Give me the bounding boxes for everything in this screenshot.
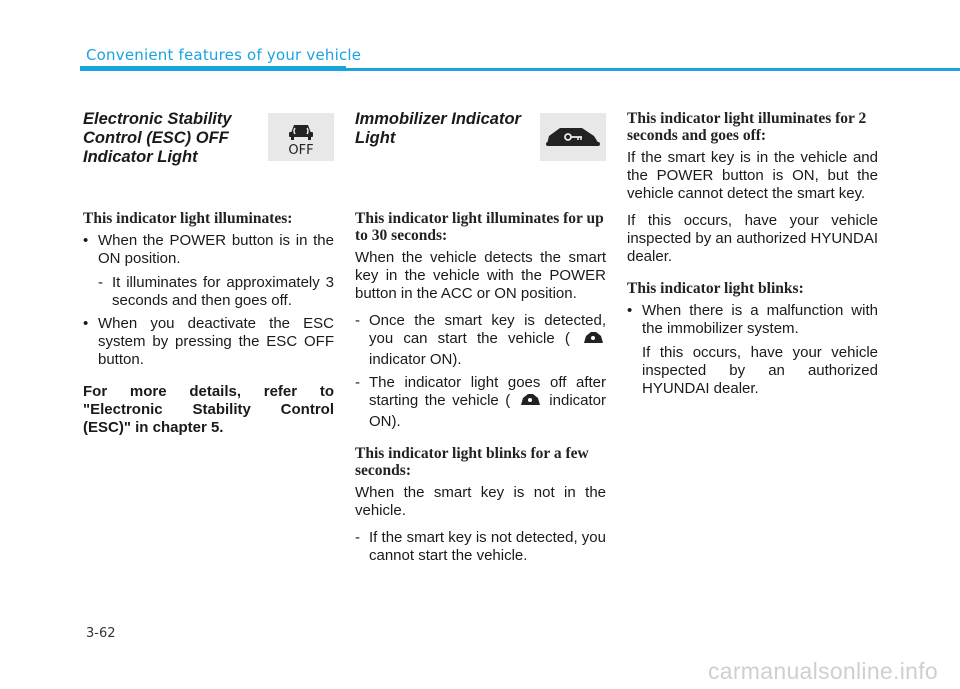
col3-para-inspect-2: If this occurs, have your vehicle inspected by an authorized HYUNDAI dealer.: [642, 344, 878, 397]
section-header-title: Convenient features of your vehicle: [86, 46, 362, 64]
col3-bullet-malfunction: • When there is a malfunction with the immobilizer system.: [627, 302, 878, 338]
immobilizer-dash-detected: - Once the smart key is detected, you can start the vehicle ( indicator ON).: [355, 312, 606, 369]
column-esc-off: [83, 110, 334, 446]
column-immobilizer: [355, 110, 606, 570]
esc-note: For more details, refer to "Electronic Stability Control (ESC)" in chapter 5.: [83, 383, 334, 436]
page-number: 3-62: [86, 626, 116, 641]
immobilizer-title: Immobilizer Indicator Light: [355, 110, 521, 147]
watermark: carmanualsonline.info: [707, 658, 938, 684]
immobilizer-subhead-blinks: This indicator light blinks for a few seconds:: [355, 445, 589, 479]
immobilizer-dash-goes-off: - The indicator light goes off after starting the vehicle ( indicator ON).: [355, 374, 606, 431]
header-rule: [80, 68, 960, 71]
immobilizer-dash-not-detected: - If the smart key is not detected, you cannot start the vehicle.: [355, 529, 606, 565]
esc-dash-approx: - It illuminates for approximately 3 seconds and then goes off.: [98, 274, 334, 310]
immobilizer-subhead-30s: This indicator light illuminates for up to 30 seconds:: [355, 210, 604, 244]
esc-off-title: Electronic Stability Control (ESC) OFF Indicator Light: [83, 110, 232, 166]
svg-text:OFF: OFF: [288, 143, 314, 157]
esc-subhead-illuminates: This indicator light illuminates:: [83, 210, 293, 227]
key-indicator-icon: [582, 330, 604, 351]
immobilizer-icon: [540, 113, 606, 161]
immobilizer-para-not-in: When the smart key is not in the vehicle.: [355, 484, 606, 519]
col3-para-smart-key: If the smart key is in the vehicle and the POWER button is ON, but the vehicle cannot detect the smart key.: [627, 149, 878, 202]
esc-bullet-power: • When the POWER button is in the ON position.: [83, 232, 334, 268]
immobilizer-para-detects: When the vehicle detects the smart key in the vehicle with the POWER button in the ACC or ON position.: [355, 249, 606, 302]
col3-subhead-blinks: This indicator light blinks:: [627, 280, 804, 297]
col3-para-inspect: If this occurs, have your vehicle inspected by an authorized HYUNDAI dealer.: [627, 212, 878, 265]
esc-off-icon: [268, 113, 334, 161]
esc-bullet-deactivate: • When you deactivate the ESC system by pressing the ESC OFF button.: [83, 315, 334, 369]
col3-subhead-2s: This indicator light illuminates for 2 seconds and goes off:: [627, 110, 867, 144]
key-indicator-icon: [519, 392, 541, 413]
column-immobilizer-cont: [627, 110, 878, 407]
